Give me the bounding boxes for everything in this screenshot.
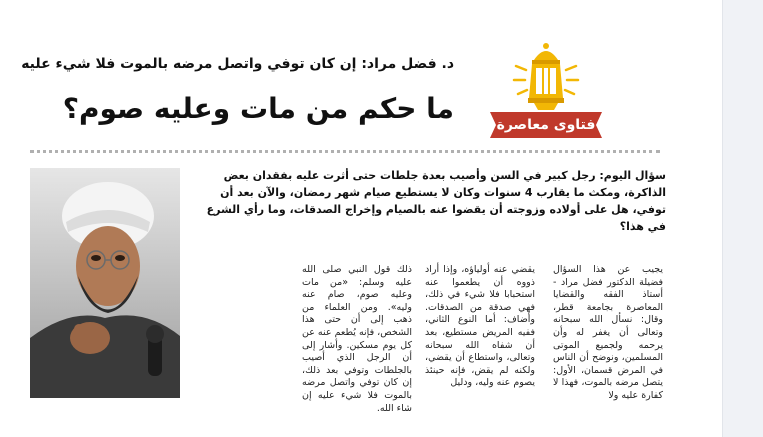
question-lead: سؤال اليوم: xyxy=(599,169,666,182)
question-paragraph xyxy=(196,167,666,235)
logo-label: فتاوى معاصرة xyxy=(496,117,596,133)
fatwa-logo xyxy=(480,40,612,144)
body-column-3: ذلك قول النبي صلى الله عليه وسلم: «من مات وعليه صوم، صام عنه وليه». ومن العلماء من ذهب إلى أن حتى هذا الشخص، فإنه يُطعم عنه عن كل يوم مسكين. وأشار إلى أن الرجل الذي أصيب بالجلطات وتوفي بعد ذلك، إن كان توفي واتصل مرضه بالموت فلا شيء عليه إن شاء الله. xyxy=(302,264,412,414)
body-column-2: يقضي عنه أولياؤه، وإذا أراد ذووه أن يطعموا عنه استحبابا فلا شيء في ذلك، فهي صدقة من الصدقات. وأضاف: أما النوع الثاني، ففيه المريض مستطيع، بعد أن شفاه الله سبحانه وتعالى، واستطاع أن يقضي، ولكنه لم يقض، فإنه حينئذ يصوم عنه وليه، ودليل xyxy=(425,264,535,389)
headline: ما حكم من مات وعليه صوم؟ xyxy=(62,92,454,125)
portrait-image xyxy=(30,168,180,398)
subheadline: د. فضل مراد: إن كان توفي واتصل مرضه بالموت فلا شيء عليه xyxy=(21,56,454,72)
divider xyxy=(30,150,660,153)
viewer-gutter xyxy=(722,0,763,437)
scholar-photo xyxy=(30,168,180,398)
question-text: رجل كبير في السن وأصيب بعدة جلطات حتى أثرت عليه بفقدان بعض الذاكرة، ومكث ما يقارب 4 سنوات وكان لا يستطيع صيام شهر رمضان، والآن بعد أن توفي، هل على أولاده وزوجته أن يقضوا عنه بالصيام وإخراج الصدقات، وما رأي الشرع في هذا؟ xyxy=(206,169,666,233)
body-column-1: يجيب عن هذا السؤال فضيلة الدكتور فضل مراد - أستاذ الفقه والقضايا المعاصرة بجامعة قطر، وقال: نسأل الله سبحانه وتعالى أن يغفر له وأن يرحمه ولجميع الموتى المسلمين، ونوضح أن الناس في المرض قسمان، الأول: يتصل مرضه بالموت، فهذا لا كفارة عليه ولا xyxy=(553,264,663,401)
